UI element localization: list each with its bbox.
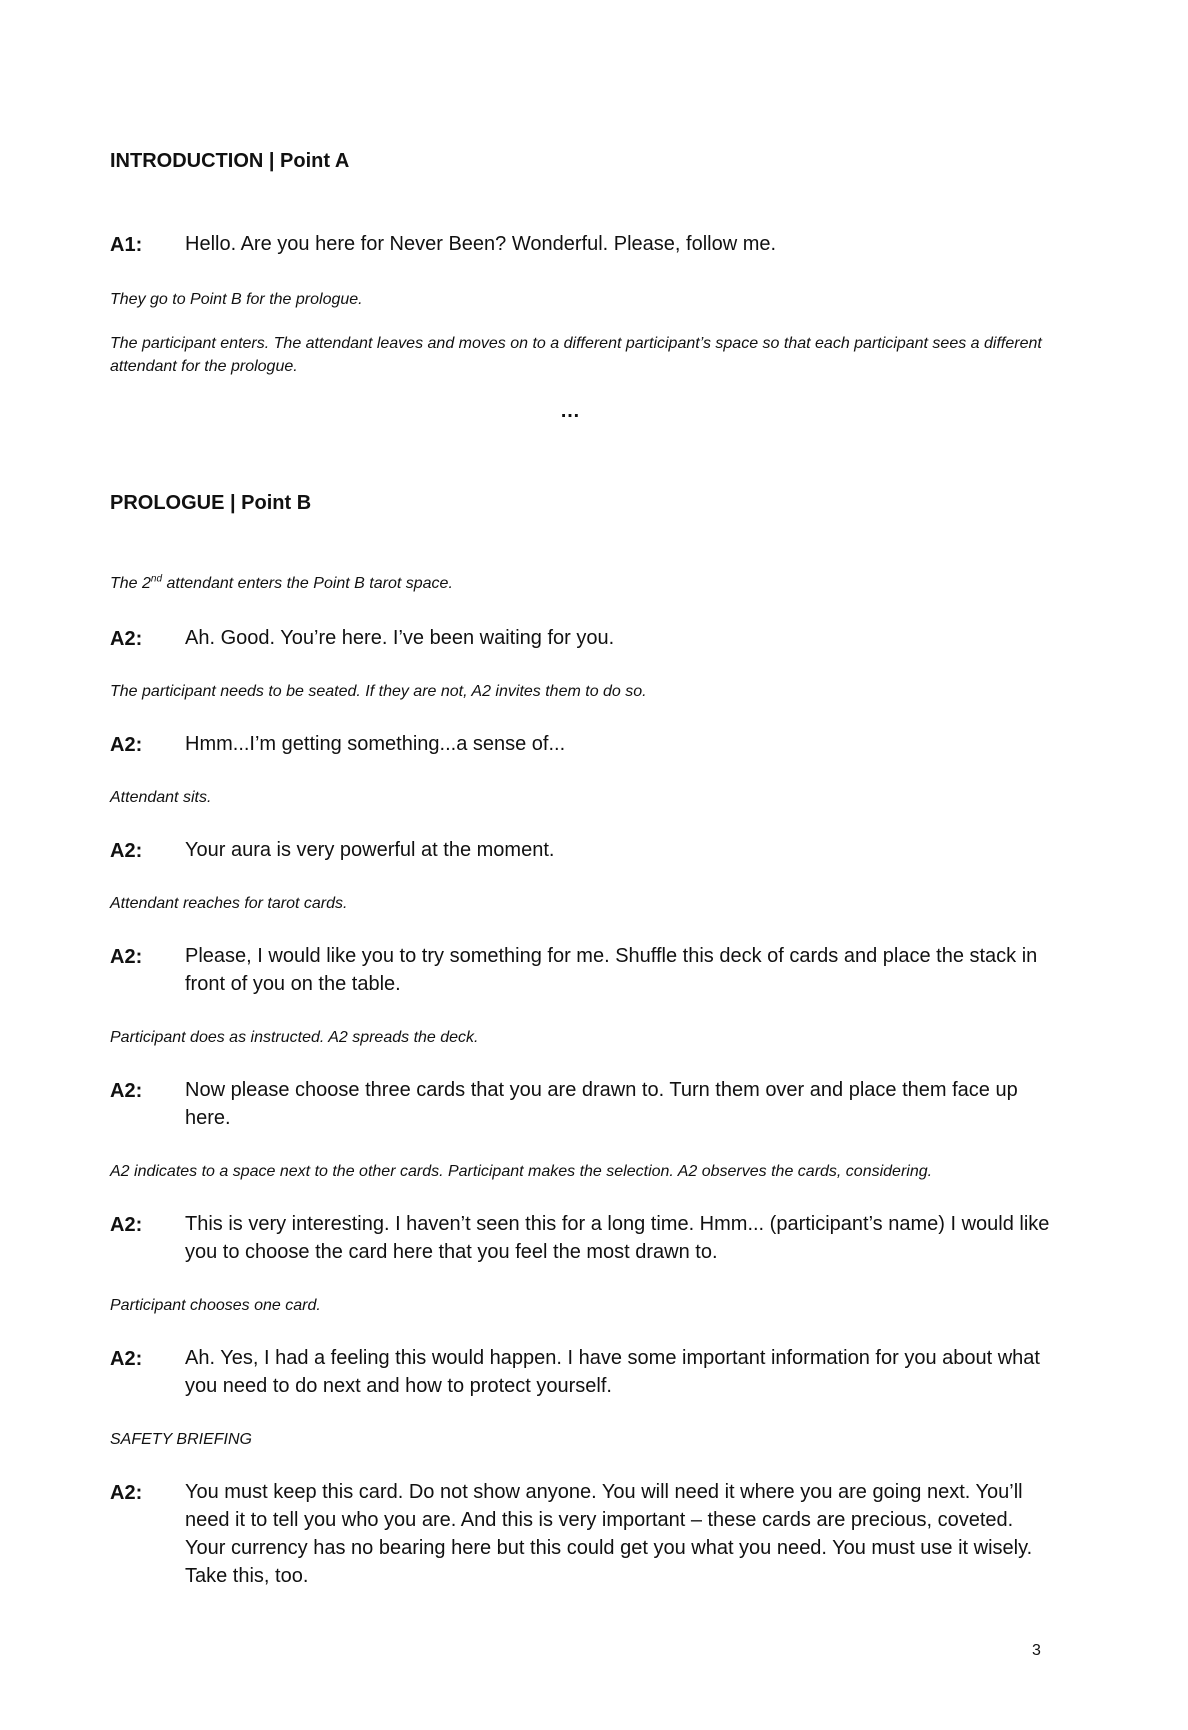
dialogue-line: Now please choose three cards that you are drawn to. Turn them over and place them face up here.	[185, 1079, 1018, 1129]
stage-direction: Attendant reaches for tarot cards.	[110, 895, 348, 912]
page-number: 3	[1032, 1642, 1041, 1659]
dialogue-line: Ah. Yes, I had a feeling this would happen. I have some important information for you about what you need to do next and how to protect yourself.	[185, 1347, 1040, 1397]
speaker-label: A2:	[110, 840, 143, 862]
dialogue-line: Hmm...I’m getting something...a sense of...	[185, 733, 566, 755]
section-heading-prologue: PROLOGUE | Point B	[110, 492, 312, 514]
speaker-label: A2:	[110, 946, 143, 968]
stage-direction: Participant chooses one card.	[110, 1297, 321, 1314]
dialogue-line: Hello. Are you here for Never Been? Wonderful. Please, follow me.	[185, 233, 777, 255]
dialogue-line: Please, I would like you to try something for me. Shuffle this deck of cards and place the stack in front of you on the table.	[185, 945, 1038, 995]
speaker-label: A2:	[110, 1348, 143, 1370]
stage-direction: Participant does as instructed. A2 spreads the deck.	[110, 1029, 479, 1046]
dialogue-line: This is very interesting. I haven’t seen this for a long time. Hmm... (participant’s name) I would like you to choose the card here that you feel the most drawn to.	[185, 1213, 1050, 1263]
speaker-label: A2:	[110, 1482, 143, 1504]
stage-direction: They go to Point B for the prologue.	[110, 291, 363, 308]
speaker-label: A2:	[110, 1080, 143, 1102]
speaker-label: A2:	[110, 628, 143, 650]
stage-direction: The participant enters. The attendant leaves and moves on to a different participant’s space so that each participant sees a different attendant for the prologue.	[110, 335, 1042, 375]
stage-direction: The 2nd attendant enters the Point B tarot space.	[110, 573, 453, 592]
speaker-label: A2:	[110, 1214, 143, 1236]
dialogue-line: Ah. Good. You’re here. I’ve been waiting for you.	[185, 627, 615, 649]
stage-direction: Attendant sits.	[110, 789, 212, 806]
section-heading-introduction: INTRODUCTION | Point A	[110, 150, 350, 172]
stage-direction: A2 indicates to a space next to the other cards. Participant makes the selection. A2 observes the cards, considering.	[110, 1163, 933, 1180]
dialogue-line: You must keep this card. Do not show anyone. You will need it where you are going next. You’ll need it to tell you who you are. And this is very important – these cards are precious, coveted. Your currency has no bearing here but this could get you what you need. You must use it wisely. Take this, too.	[185, 1481, 1033, 1587]
scene-separator: …	[560, 400, 580, 422]
speaker-label: A1:	[110, 234, 143, 256]
safety-briefing-label: SAFETY BRIEFING	[110, 1431, 252, 1448]
stage-direction: The participant needs to be seated. If they are not, A2 invites them to do so.	[110, 683, 647, 700]
speaker-label: A2:	[110, 734, 143, 756]
dialogue-line: Your aura is very powerful at the moment.	[185, 839, 555, 861]
